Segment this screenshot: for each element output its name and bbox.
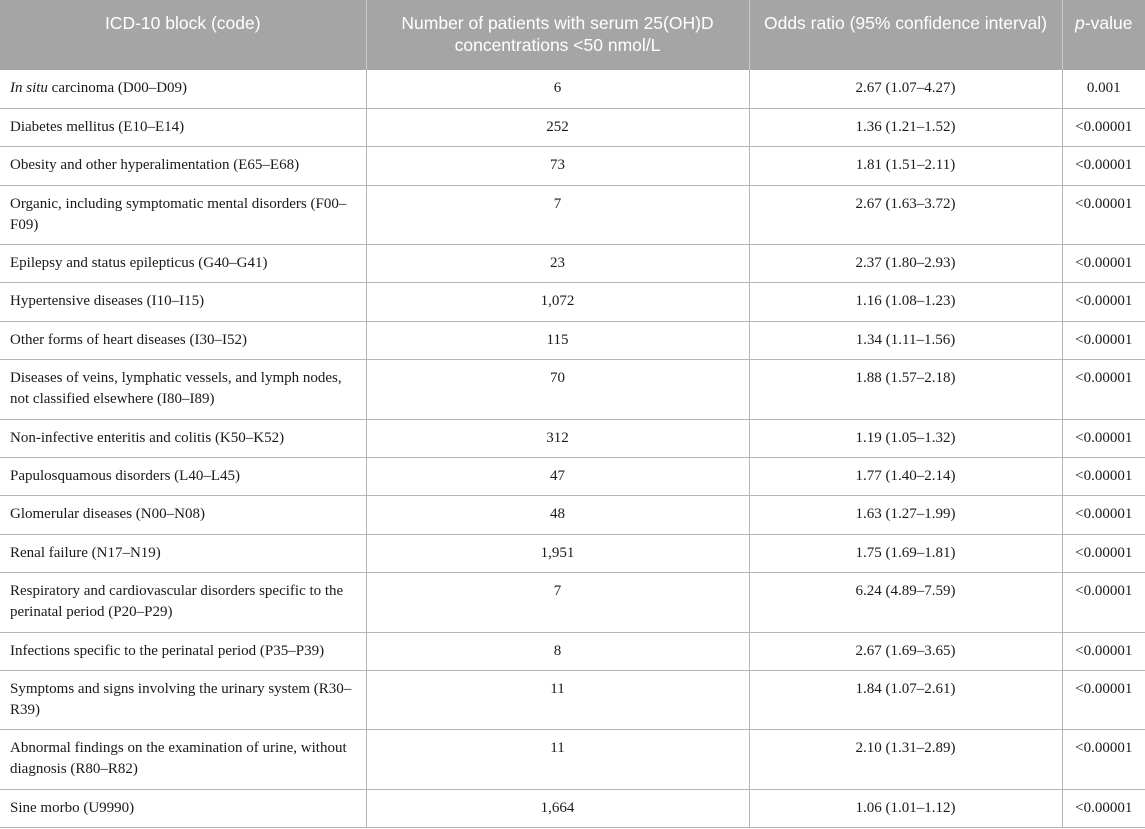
p-value-cell: <0.00001	[1062, 670, 1145, 729]
icd-block-cell	[0, 573, 366, 632]
table-row	[0, 730, 1145, 789]
p-value-cell: <0.00001	[1062, 185, 1145, 244]
odds-ratio-cell: 1.77 (1.40–2.14)	[749, 458, 1062, 496]
table-row	[0, 321, 1145, 359]
icd-block-text: Infections specific to the perinatal period (P35–P39)	[10, 642, 325, 659]
icd-block-text: Respiratory and cardiovascular disorders specific to the perinatal period (P20–P29)	[10, 583, 344, 621]
patient-count-cell: 6	[366, 70, 749, 108]
p-value-cell: <0.00001	[1062, 496, 1145, 534]
odds-ratio-cell: 1.75 (1.69–1.81)	[749, 534, 1062, 572]
icd-block-cell	[0, 458, 366, 496]
icd-block-cell	[0, 496, 366, 534]
odds-ratio-cell: 1.34 (1.11–1.56)	[749, 321, 1062, 359]
odds-ratio-cell: 1.84 (1.07–2.61)	[749, 670, 1062, 729]
patient-count-cell: 252	[366, 108, 749, 146]
patient-count-cell: 7	[366, 185, 749, 244]
patient-count-cell: 312	[366, 419, 749, 457]
table-row	[0, 245, 1145, 283]
patient-count-cell: 1,664	[366, 789, 749, 827]
p-value-cell: <0.00001	[1062, 458, 1145, 496]
icd-block-text: Papulosquamous disorders (L40–L45)	[10, 468, 240, 485]
patient-count-cell: 1,951	[366, 534, 749, 572]
icd-block-text: Renal failure (N17–N19)	[10, 544, 161, 561]
odds-ratio-cell: 1.81 (1.51–2.11)	[749, 147, 1062, 185]
patient-count-cell: 11	[366, 670, 749, 729]
p-value-cell: <0.00001	[1062, 789, 1145, 827]
icd-block-cell	[0, 321, 366, 359]
icd-block-text: Hypertensive diseases (I10–I15)	[10, 293, 205, 310]
icd-block-text: Diabetes mellitus (E10–E14)	[10, 118, 185, 135]
header-patient-count: Number of patients with serum 25(OH)D concentrations <50 nmol/L	[366, 0, 749, 70]
patient-count-cell: 73	[366, 147, 749, 185]
p-value-cell: <0.00001	[1062, 534, 1145, 572]
icd-block-cell	[0, 670, 366, 729]
icd-block-cell	[0, 419, 366, 457]
p-value-cell: <0.00001	[1062, 147, 1145, 185]
icd-block-text: Sine morbo (U9990)	[10, 799, 135, 816]
patient-count-cell: 23	[366, 245, 749, 283]
icd-block-cell	[0, 789, 366, 827]
odds-ratio-cell: 1.16 (1.08–1.23)	[749, 283, 1062, 321]
icd-block-text: Obesity and other hyperalimentation (E65–E68)	[10, 157, 300, 174]
header-p-value	[1062, 0, 1145, 70]
patient-count-cell: 11	[366, 730, 749, 789]
odds-ratio-cell: 1.06 (1.01–1.12)	[749, 789, 1062, 827]
patient-count-cell: 48	[366, 496, 749, 534]
patient-count-cell: 115	[366, 321, 749, 359]
icd-block-cell	[0, 70, 366, 108]
icd-block-italic-text: In situ	[10, 80, 48, 96]
icd-block-cell	[0, 730, 366, 789]
p-value-cell: 0.001	[1062, 70, 1145, 108]
table-row	[0, 185, 1145, 244]
header-row	[0, 0, 1145, 70]
icd-block-cell	[0, 534, 366, 572]
odds-ratio-cell: 1.19 (1.05–1.32)	[749, 419, 1062, 457]
icd-block-text: Organic, including symptomatic mental disorders (F00–F09)	[10, 195, 347, 233]
icd-block-text: Non-infective enteritis and colitis (K50–K52)	[10, 429, 285, 446]
icd-block-text: carcinoma (D00–D09)	[47, 80, 188, 96]
icd-block-cell	[0, 185, 366, 244]
p-value-cell: <0.00001	[1062, 245, 1145, 283]
table-body	[0, 70, 1145, 828]
p-value-cell: <0.00001	[1062, 360, 1145, 419]
table-row	[0, 496, 1145, 534]
odds-ratio-cell: 1.36 (1.21–1.52)	[749, 108, 1062, 146]
icd-block-cell	[0, 245, 366, 283]
odds-ratio-cell: 1.88 (1.57–2.18)	[749, 360, 1062, 419]
icd-block-cell	[0, 147, 366, 185]
odds-ratio-cell: 2.37 (1.80–2.93)	[749, 245, 1062, 283]
icd-block-text: Epilepsy and status epilepticus (G40–G41)	[10, 255, 268, 272]
p-value-cell: <0.00001	[1062, 573, 1145, 632]
table-row	[0, 534, 1145, 572]
table-row	[0, 108, 1145, 146]
table-row	[0, 573, 1145, 632]
icd-block-cell	[0, 632, 366, 670]
table-row	[0, 670, 1145, 729]
p-value-cell: <0.00001	[1062, 632, 1145, 670]
table-row	[0, 419, 1145, 457]
odds-ratio-cell: 2.67 (1.69–3.65)	[749, 632, 1062, 670]
table-row	[0, 632, 1145, 670]
icd-block-text: Symptoms and signs involving the urinary system (R30–R39)	[10, 680, 352, 718]
icd-block-text: Diseases of veins, lymphatic vessels, and lymph nodes, not classified elsewhere (I80–I89)	[10, 370, 342, 408]
table-row	[0, 360, 1145, 419]
icd-block-cell	[0, 283, 366, 321]
p-value-cell: <0.00001	[1062, 419, 1145, 457]
table-row	[0, 147, 1145, 185]
table-row	[0, 70, 1145, 108]
patient-count-cell: 7	[366, 573, 749, 632]
patient-count-cell: 70	[366, 360, 749, 419]
p-value-cell: <0.00001	[1062, 321, 1145, 359]
p-value-cell: <0.00001	[1062, 108, 1145, 146]
icd-block-cell	[0, 360, 366, 419]
header-p-italic: p	[1075, 13, 1085, 33]
odds-ratio-cell: 2.10 (1.31–2.89)	[749, 730, 1062, 789]
odds-ratio-cell: 1.63 (1.27–1.99)	[749, 496, 1062, 534]
header-odds-ratio: Odds ratio (95% confidence interval)	[749, 0, 1062, 70]
odds-ratio-cell: 6.24 (4.89–7.59)	[749, 573, 1062, 632]
table-row	[0, 458, 1145, 496]
icd-block-text: Other forms of heart diseases (I30–I52)	[10, 331, 248, 348]
patient-count-cell: 8	[366, 632, 749, 670]
table-row	[0, 283, 1145, 321]
header-p-rest: -value	[1084, 13, 1133, 33]
header-icd-block: ICD-10 block (code)	[0, 0, 366, 70]
odds-ratio-cell: 2.67 (1.63–3.72)	[749, 185, 1062, 244]
patient-count-cell: 47	[366, 458, 749, 496]
odds-ratio-cell: 2.67 (1.07–4.27)	[749, 70, 1062, 108]
p-value-cell: <0.00001	[1062, 730, 1145, 789]
icd-block-text: Abnormal findings on the examination of urine, without diagnosis (R80–R82)	[10, 740, 347, 778]
icd-block-cell	[0, 108, 366, 146]
patient-count-cell: 1,072	[366, 283, 749, 321]
icd-block-text: Glomerular diseases (N00–N08)	[10, 506, 205, 523]
table-row	[0, 789, 1145, 827]
p-value-cell: <0.00001	[1062, 283, 1145, 321]
